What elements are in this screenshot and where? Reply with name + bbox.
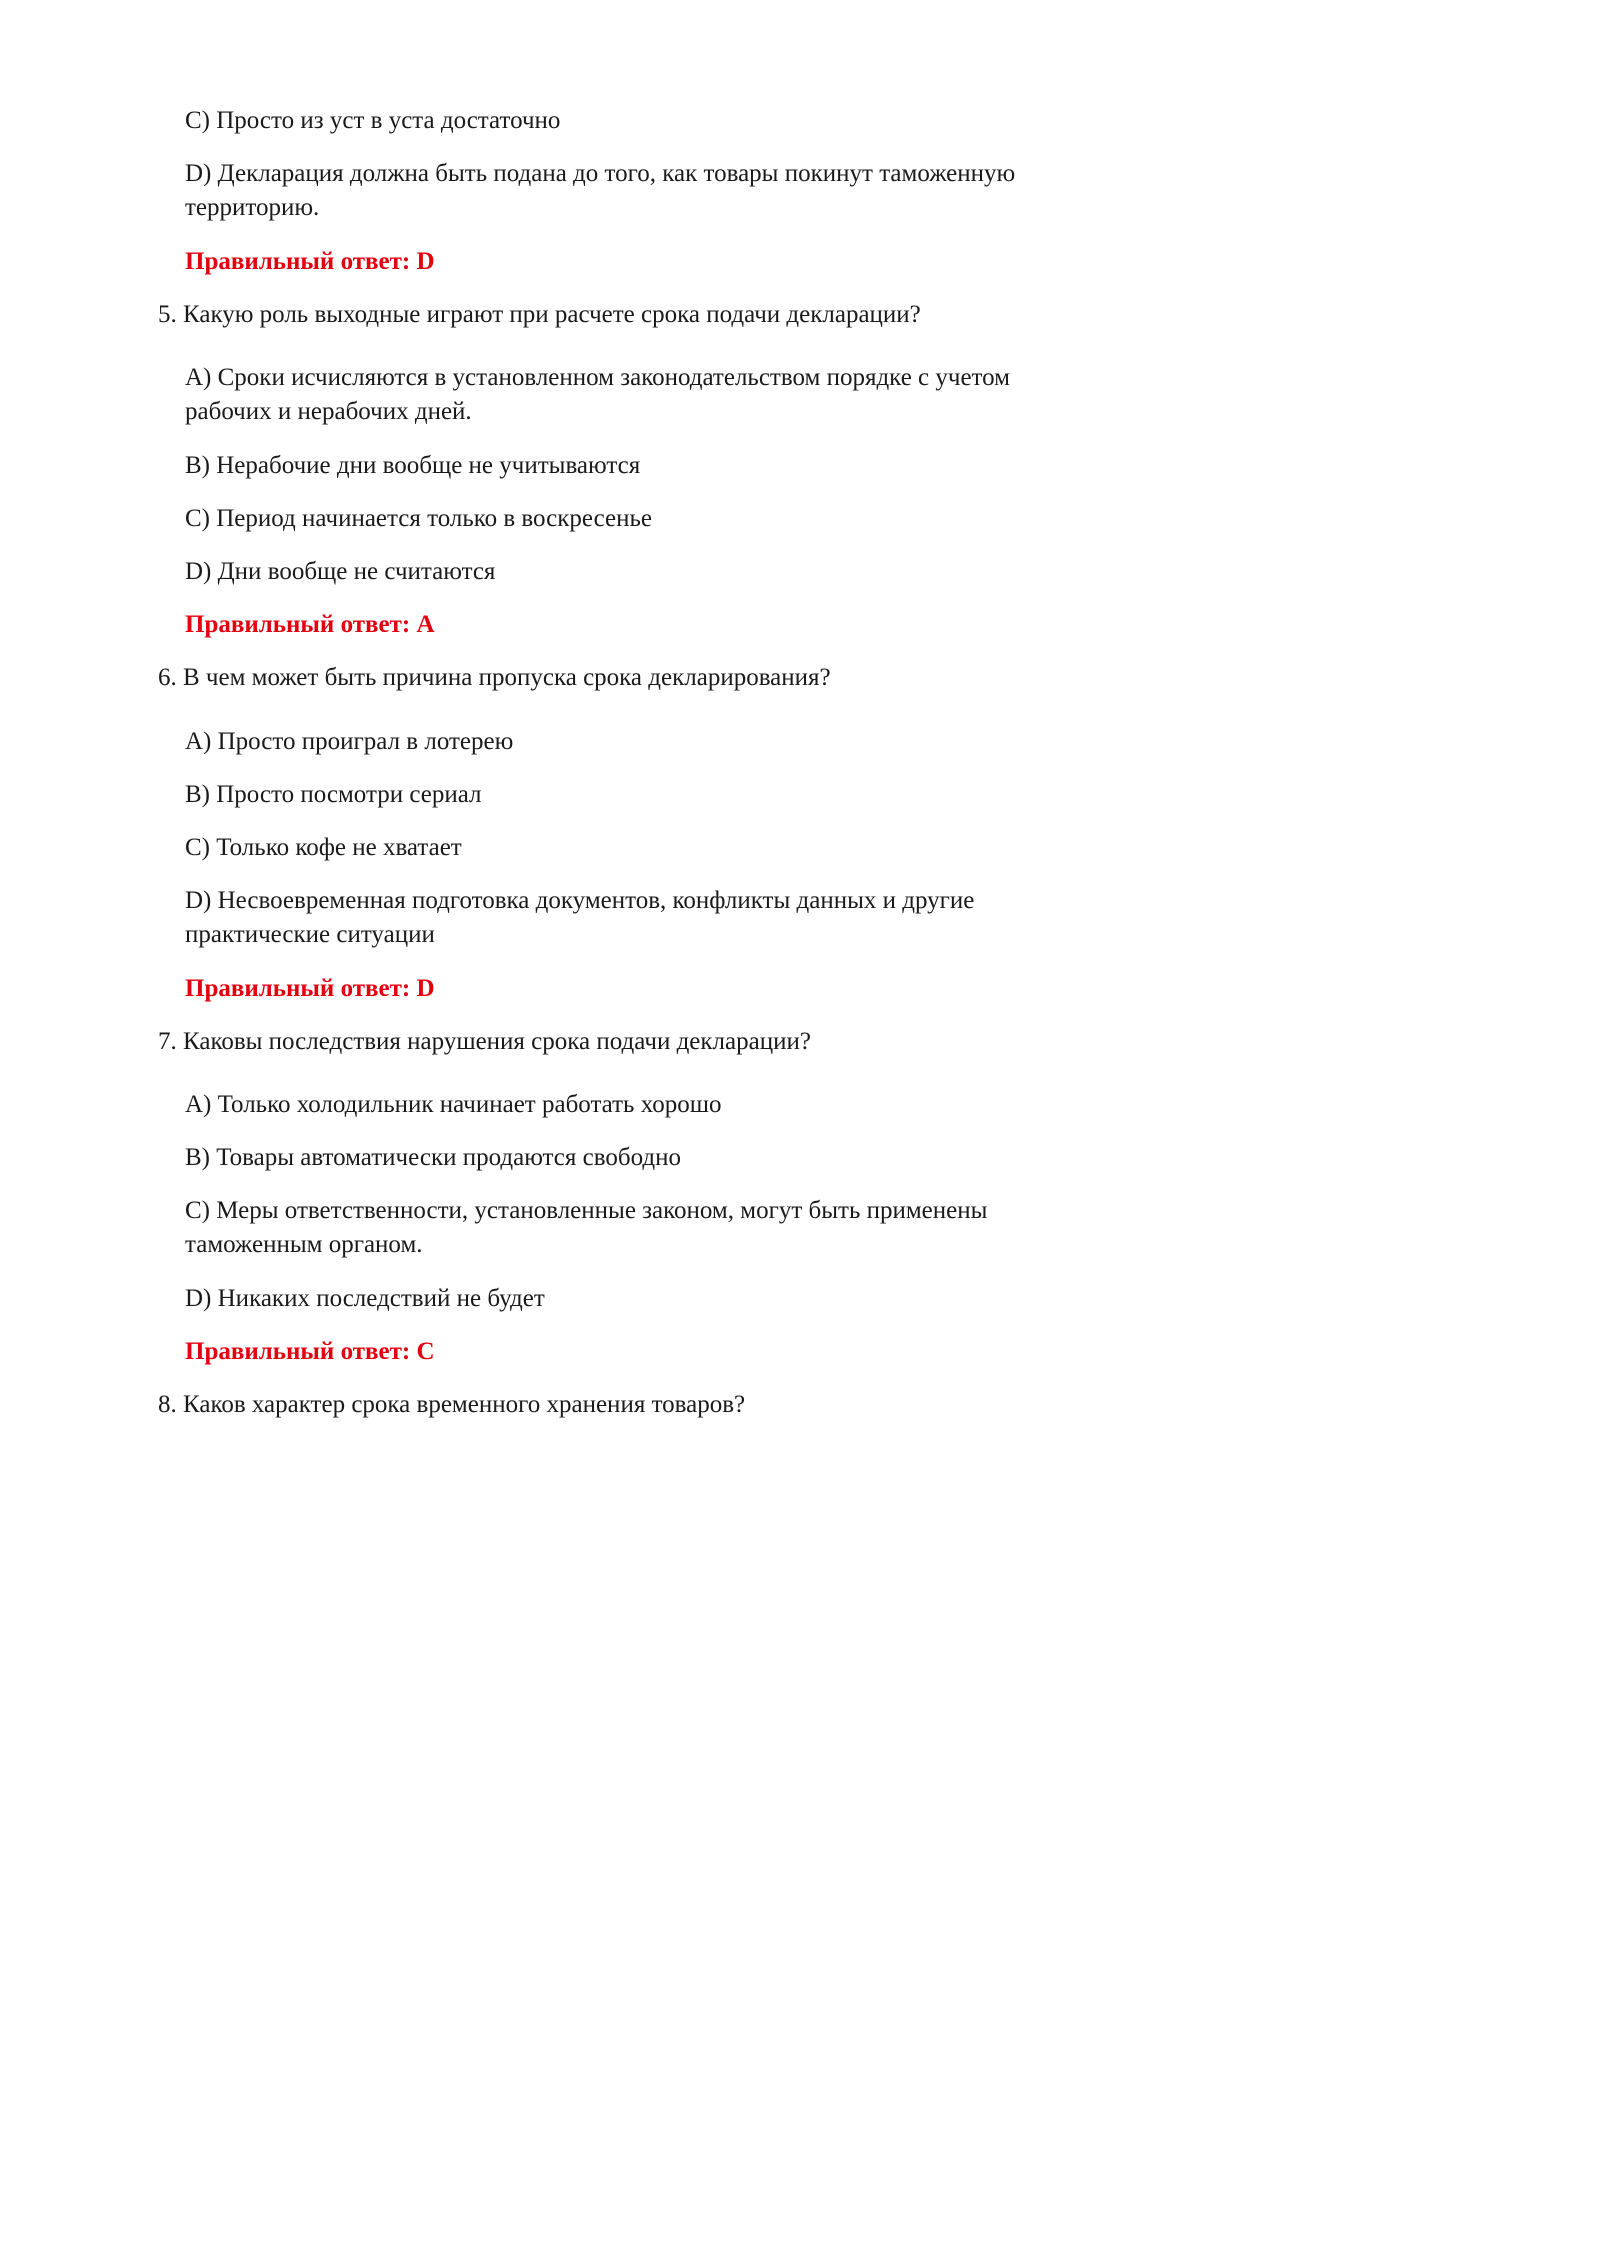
option-d-q5: D) Дни вообще не считаются [185,558,496,585]
option-c-q5: C) Период начинается только в воскресенье [185,505,653,532]
document-page [0,0,1120,1568]
option-d-q7: D) Никаких последствий не будет [185,1285,545,1312]
option-a-q5: A) Сроки исчисляются в установленном законодательством порядке с учетом рабочих и нерабочих дней. [185,364,1010,425]
option-a-q6: A) Просто проиграл в лотерею [185,728,514,755]
question-5: 5. Какую роль выходные играют при расчете срока подачи декларации? [158,301,921,328]
option-d-q4: D) Декларация должна быть подана до того, как товары покинут таможенную территорию. [185,160,1016,221]
option-b-q5: B) Нерабочие дни вообще не учитываются [185,452,641,479]
correct-answer-q6: Правильный ответ: D [185,975,435,1002]
option-c-q7: C) Меры ответственности, установленные законом, могут быть применены таможенным органом. [185,1197,988,1258]
correct-answer-q5: Правильный ответ: A [185,611,435,638]
question-7: 7. Каковы последствия нарушения срока подачи декларации? [158,1028,811,1055]
correct-answer-q7: Правильный ответ: C [185,1338,435,1365]
correct-answer-q4: Правильный ответ: D [185,248,435,275]
option-c-q4: C) Просто из уст в уста достаточно [185,107,561,134]
option-b-q6: B) Просто посмотри сериал [185,781,482,808]
option-d-q6: D) Несвоевременная подготовка документов, конфликты данных и другие практические ситуации [185,887,975,948]
option-b-q7: B) Товары автоматически продаются свободно [185,1144,681,1171]
option-c-q6: C) Только кофе не хватает [185,834,462,861]
option-a-q7: A) Только холодильник начинает работать хорошо [185,1091,722,1118]
question-8: 8. Каков характер срока временного хранения товаров? [158,1391,746,1418]
question-6: 6. В чем может быть причина пропуска срока декларирования? [158,664,831,691]
